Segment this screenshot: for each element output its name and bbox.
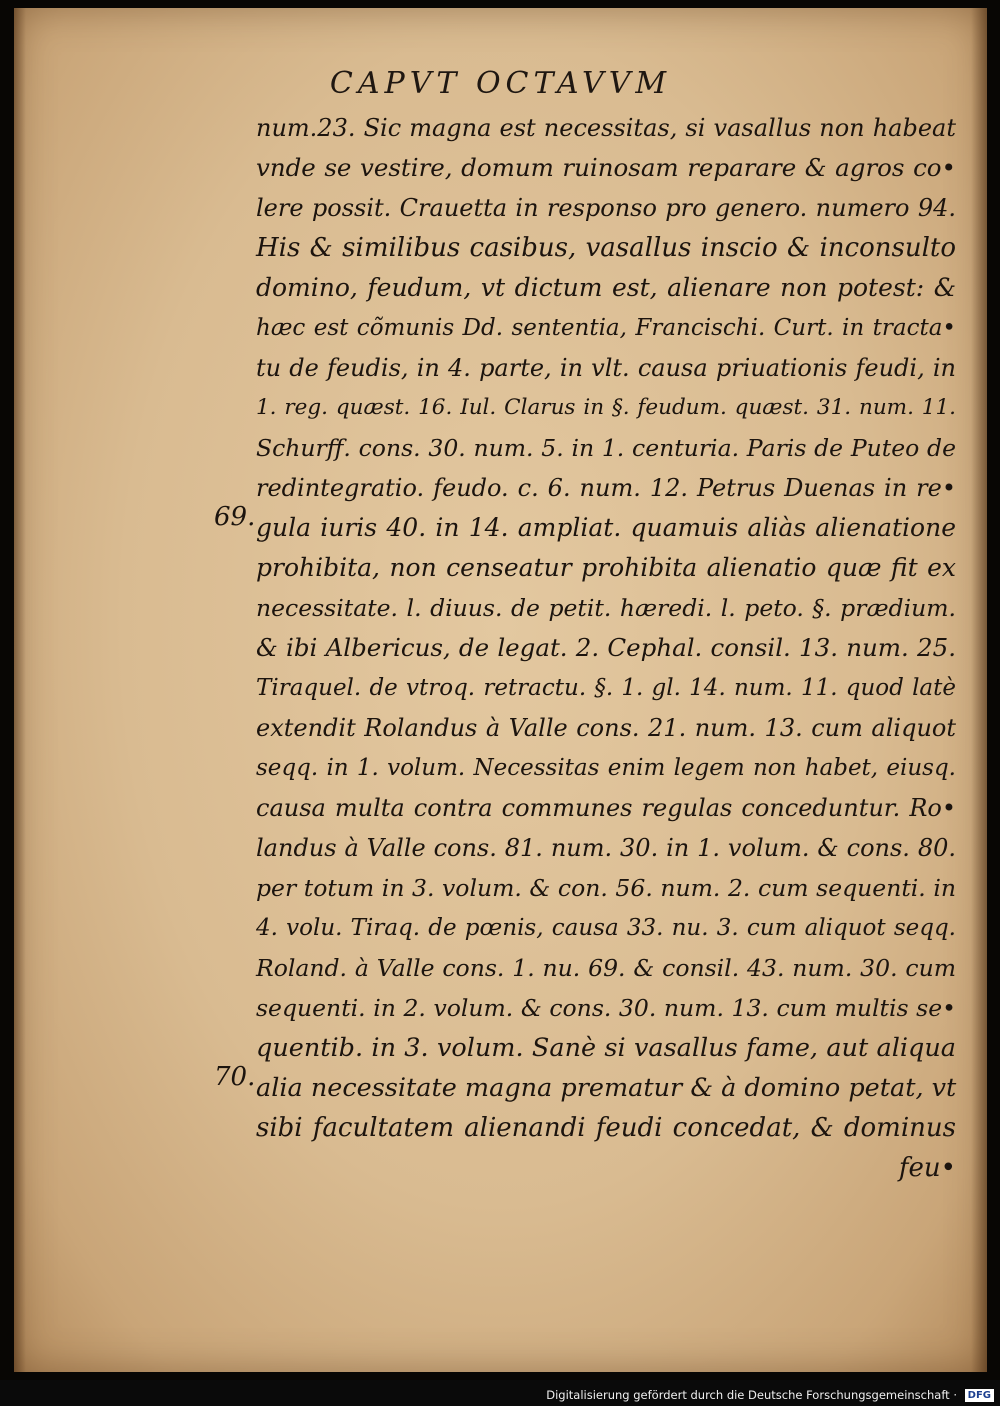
credit-text: Digitalisierung gefördert durch die Deutsche Forschungsgemeinschaft · bbox=[546, 1388, 957, 1402]
text-line: sequenti. in 2. volum. & cons. 30. num. 13. cum multis se• bbox=[256, 994, 956, 1022]
page-right-shadow bbox=[971, 8, 987, 1372]
text-line: landus à Valle cons. 81. num. 30. in 1. volum. & cons. 80. bbox=[256, 834, 956, 862]
text-line: causa multa contra communes regulas conceduntur. Ro• bbox=[256, 794, 956, 822]
text-line: num.23. Sic magna est necessitas, si vasallus non habeat bbox=[256, 114, 956, 142]
text-line: domino, feudum, vt dictum est, alienare non potest: & bbox=[256, 273, 956, 302]
margin-note-70: 70. bbox=[214, 1062, 256, 1092]
text-line: 1. reg. quæst. 16. Iul. Clarus in §. feudum. quæst. 31. num. 11. bbox=[256, 395, 956, 420]
text-line: tu de feudis, in 4. parte, in vlt. causa priuationis feudi, in bbox=[256, 354, 956, 382]
book-page bbox=[14, 8, 987, 1372]
text-line: His & similibus casibus, vasallus inscio & inconsulto bbox=[256, 233, 956, 263]
text-line: per totum in 3. volum. & con. 56. num. 2. cum sequenti. in bbox=[256, 874, 956, 902]
text-line: seqq. in 1. volum. Necessitas enim legem non habet, eiusq. bbox=[256, 755, 956, 781]
text-line: Schurff. cons. 30. num. 5. in 1. centuria. Paris de Puteo de bbox=[256, 434, 956, 462]
text-line: vnde se vestire, domum ruinosam reparare & agros co• bbox=[256, 153, 956, 182]
text-line: lere possit. Crauetta in responso pro genero. numero 94. bbox=[256, 194, 956, 222]
running-title: CAPVT OCTAVVM bbox=[329, 66, 672, 101]
text-line: prohibita, non censeatur prohibita alienatio quæ fit ex bbox=[256, 553, 956, 582]
text-line: gula iuris 40. in 14. ampliat. quamuis aliàs alienatione bbox=[256, 513, 956, 542]
margin-note-69: 69. bbox=[214, 502, 256, 532]
digitization-credit bbox=[0, 1388, 994, 1402]
catchword: feu• bbox=[898, 1153, 956, 1183]
text-line: & ibi Albericus, de legat. 2. Cephal. consil. 13. num. 25. bbox=[256, 633, 956, 662]
text-line: hæc est cõmunis Dd. sententia, Francischi. Curt. in tracta• bbox=[256, 315, 956, 341]
dfg-logo: DFG bbox=[965, 1389, 994, 1402]
text-line: 4. volu. Tiraq. de pœnis, causa 33. nu. 3. cum aliquot seqq. bbox=[256, 915, 956, 941]
text-line: alia necessitate magna prematur & à domino petat, vt bbox=[256, 1073, 957, 1103]
text-line: Tiraquel. de vtroq. retractu. §. 1. gl. 14. num. 11. quod latè bbox=[256, 675, 956, 701]
body-text bbox=[256, 108, 956, 1188]
text-line: Roland. à Valle cons. 1. nu. 69. & consil. 43. num. 30. cum bbox=[256, 954, 956, 982]
text-line: necessitate. l. diuus. de petit. hæredi. l. peto. §. prædium. bbox=[256, 594, 956, 622]
text-line: extendit Rolandus à Valle cons. 21. num. 13. cum aliquot bbox=[256, 714, 956, 742]
page-left-shadow bbox=[14, 8, 26, 1372]
text-line: redintegratio. feudo. c. 6. num. 12. Petrus Duenas in re• bbox=[256, 474, 956, 502]
text-line: quentib. in 3. volum. Sanè si vasallus fame, aut aliqua bbox=[256, 1033, 956, 1063]
text-line: sibi facultatem alienandi feudi concedat, & dominus bbox=[256, 1113, 956, 1143]
